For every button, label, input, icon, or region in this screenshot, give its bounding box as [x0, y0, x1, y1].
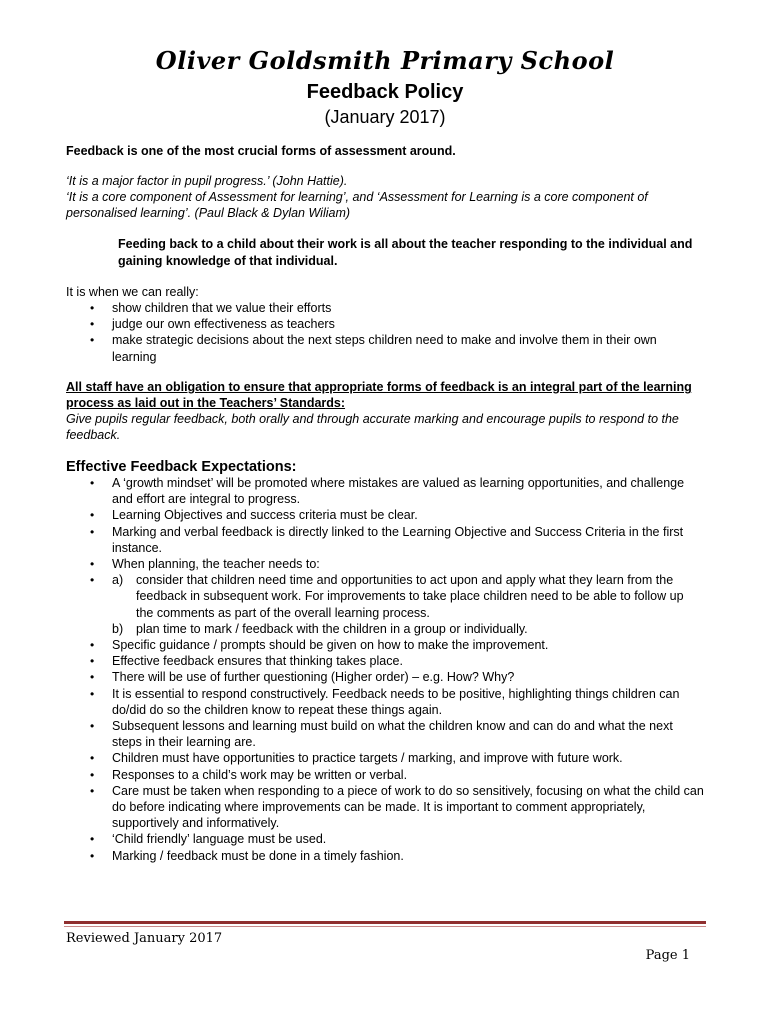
- list-item: • Marking / feedback must be done in a timely fashion.: [112, 848, 704, 864]
- sub-item-text: plan time to mark / feedback with the children in a group or individually.: [136, 621, 528, 636]
- list-item: • Subsequent lessons and learning must build on what the children know and can do and what the next steps in their learning are.: [112, 718, 704, 750]
- list-item: • make strategic decisions about the next steps children need to make and involve them in their own learning: [112, 332, 688, 364]
- obligation-note: Give pupils regular feedback, both orally and through accurate marking and encourage pupils to respond to the feedback.: [66, 412, 679, 443]
- list-item: • A ‘growth mindset’ will be promoted where mistakes are valued as learning opportunities, and challenge and effort are integral to progress.: [112, 475, 704, 507]
- reviewed-date: Reviewed January 2017: [66, 931, 223, 946]
- intro-statement: Feedback is one of the most crucial forms of assessment around.: [66, 144, 456, 158]
- expectations-list: [112, 475, 704, 864]
- sub-item-a: [112, 572, 704, 621]
- expectations-heading: Effective Feedback Expectations:: [66, 459, 297, 475]
- footer-rule: [64, 921, 706, 924]
- list-item: • Specific guidance / prompts should be given on how to make the improvement.: [112, 637, 704, 653]
- sub-list: [112, 572, 704, 637]
- page-number: Page 1: [645, 948, 690, 963]
- list-item: • When planning, the teacher needs to:: [112, 556, 704, 572]
- list-item: • ‘Child friendly’ language must be used.: [112, 831, 704, 847]
- policy-title: Feedback Policy: [306, 81, 464, 103]
- sub-item-label: • a): [112, 573, 124, 588]
- list-item: • Care must be taken when responding to a piece of work to do so sensitively, focusing on what the child can do before indicating where improvements can be made. It is important to comment appropriately, supportively and informatively.: [112, 783, 704, 832]
- list-item: • Effective feedback ensures that thinking takes place.: [112, 653, 704, 669]
- when-lead: It is when we can really:: [66, 285, 199, 299]
- footer-rule-thin: [64, 926, 706, 927]
- intro-quote-1: ‘It is a major factor in pupil progress.’ (John Hattie).: [66, 174, 348, 188]
- when-list: [112, 300, 688, 365]
- list-item: • Marking and verbal feedback is directly linked to the Learning Objective and Success Criteria in the first instance.: [112, 524, 704, 556]
- list-item: • There will be use of further questioning (Higher order) – e.g. How? Why?: [112, 669, 704, 685]
- highlight-statement: Feeding back to a child about their work is all about the teacher responding to the individual and gaining knowledge of that individual.: [118, 237, 693, 268]
- sub-item-text: consider that children need time and opportunities to act upon and apply what they learn from the feedback in subsequent work. For improvements to take place children need to be able to follow up the comments as part of the overall learning process.: [136, 573, 684, 620]
- list-item: • show children that we value their efforts: [112, 300, 688, 316]
- list-item: • judge our own effectiveness as teachers: [112, 316, 688, 332]
- list-item: • Learning Objectives and success criteria must be clear.: [112, 507, 704, 523]
- list-item: • Children must have opportunities to practice targets / marking, and improve with future work.: [112, 750, 704, 766]
- school-name: Oliver Goldsmith Primary School: [155, 46, 615, 75]
- sub-item-label: b): [112, 621, 124, 636]
- obligation-heading: All staff have an obligation to ensure that appropriate forms of feedback is an integral part of the learning process as laid out in the Teachers’ Standards:: [66, 380, 692, 411]
- list-item: • It is essential to respond constructively. Feedback needs to be positive, highlighting things children can do/did do so the children know to repeat these things again.: [112, 686, 704, 718]
- sub-item-b: [112, 621, 704, 637]
- intro-quote-2: ‘It is a core component of Assessment for learning’, and ‘Assessment for Learning is a core component of personalised learning’. (Paul Black & Dylan Wiliam): [66, 190, 648, 221]
- list-item: • Responses to a child’s work may be written or verbal.: [112, 767, 704, 783]
- policy-date: (January 2017): [324, 107, 446, 127]
